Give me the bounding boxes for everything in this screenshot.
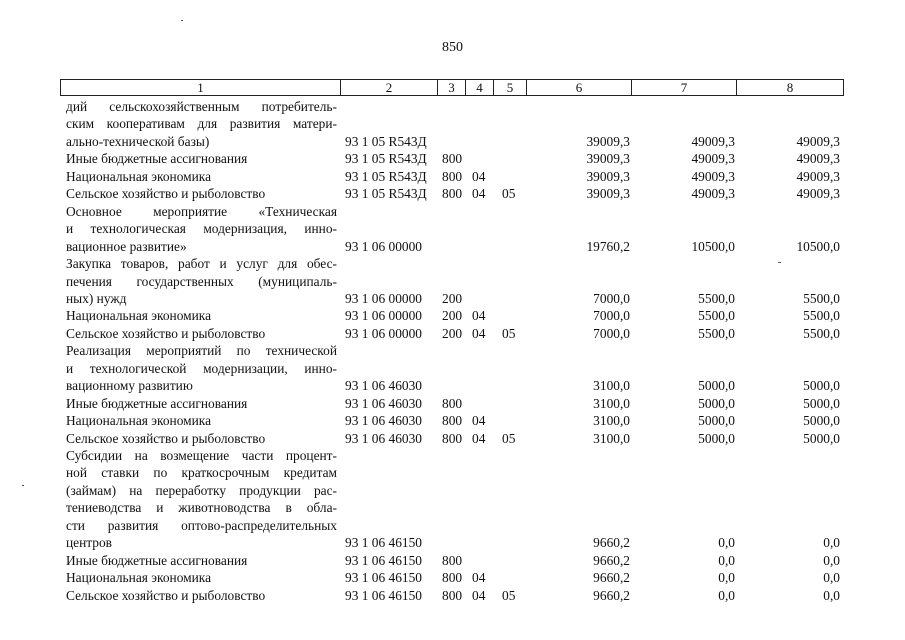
- cell-col-6: 39009,3: [586, 186, 630, 202]
- cell-name: ским кооперативам для развития матери-: [66, 116, 337, 132]
- cell-name: вационное развитие»: [66, 238, 187, 254]
- cell-code: 93 1 06 46030: [345, 378, 422, 394]
- table-row: [0, 168, 905, 185]
- cell-col-8: 5500,0: [803, 290, 840, 306]
- cell-col-6: 39009,3: [586, 168, 630, 184]
- cell-col-6: 9660,2: [593, 552, 630, 568]
- cell-code: 93 1 05 R543Д: [345, 186, 427, 202]
- cell-vr: 800: [442, 151, 463, 167]
- cell-vr: 800: [442, 413, 463, 429]
- cell-name: Иные бюджетные ассигнования: [66, 395, 248, 411]
- table-row: [0, 517, 905, 534]
- cell-vr: 800: [442, 430, 463, 446]
- cell-name: Национальная экономика: [66, 168, 212, 184]
- cell-name: Национальная экономика: [66, 570, 212, 586]
- cell-col-8: 49009,3: [796, 133, 840, 149]
- cell-name: и технологическая модернизация, инно-: [66, 221, 337, 237]
- cell-name: Иные бюджетные ассигнования: [66, 151, 248, 167]
- table-row: [0, 412, 905, 429]
- cell-col-7: 49009,3: [691, 133, 735, 149]
- cell-col-8: 5500,0: [803, 308, 840, 324]
- cell-rz: 04: [472, 308, 486, 324]
- cell-code: 93 1 05 R543Д: [345, 133, 427, 149]
- cell-rz: 04: [472, 587, 486, 603]
- cell-col-6: 9660,2: [593, 535, 630, 551]
- cell-col-6: 39009,3: [586, 133, 630, 149]
- cell-col-7: 0,0: [718, 587, 735, 603]
- table-row: [0, 273, 905, 290]
- cell-col-7: 49009,3: [691, 151, 735, 167]
- table-row: [0, 430, 905, 447]
- table-row: [0, 133, 905, 150]
- cell-col-6: 3100,0: [593, 413, 630, 429]
- cell-col-7: 49009,3: [691, 168, 735, 184]
- cell-vr: 800: [442, 587, 463, 603]
- cell-col-7: 0,0: [718, 535, 735, 551]
- cell-name: Субсидии на возмещение части процент-: [66, 448, 337, 463]
- cell-code: 93 1 06 46030: [345, 413, 422, 429]
- table-row: [0, 255, 905, 272]
- cell-pr: 05: [502, 186, 516, 202]
- table-row: [0, 98, 905, 115]
- header-col-6: 6: [575, 80, 583, 95]
- cell-col-7: 5000,0: [698, 378, 735, 394]
- cell-vr: 800: [442, 186, 463, 202]
- cell-code: 93 1 06 00000: [345, 290, 422, 306]
- scan-speck: [181, 20, 183, 21]
- cell-name: ных) нужд: [66, 290, 127, 306]
- cell-col-8: 5000,0: [803, 413, 840, 429]
- cell-col-6: 39009,3: [586, 151, 630, 167]
- cell-vr: 800: [442, 168, 463, 184]
- table-row: [0, 587, 905, 604]
- cell-col-8: 5000,0: [803, 395, 840, 411]
- cell-col-6: 7000,0: [593, 308, 630, 324]
- header-col-7: 7: [680, 80, 688, 95]
- scan-speck: [22, 485, 24, 486]
- cell-name: Национальная экономика: [66, 308, 212, 324]
- cell-vr: 200: [442, 308, 463, 324]
- header-col-1: 1: [197, 80, 204, 95]
- cell-col-8: 5000,0: [803, 430, 840, 446]
- table-row: [0, 395, 905, 412]
- cell-col-7: 0,0: [718, 552, 735, 568]
- cell-rz: 04: [472, 413, 486, 429]
- scan-speck: [778, 262, 781, 263]
- cell-name: сти развития оптово-распределительных: [66, 517, 337, 533]
- cell-col-7: 5000,0: [698, 413, 735, 429]
- cell-name: (займам) на переработку продукции рас-: [66, 482, 337, 498]
- cell-col-6: 19760,2: [586, 238, 630, 254]
- header-col-5: 5: [506, 80, 514, 95]
- table-row: [0, 569, 905, 586]
- cell-name: ной ставки по краткосрочным кредитам: [66, 465, 337, 481]
- cell-name: Сельское хозяйство и рыболовство: [66, 186, 266, 202]
- table-row: [0, 464, 905, 481]
- cell-vr: 800: [442, 570, 463, 586]
- table-row: [0, 115, 905, 132]
- cell-col-8: 49009,3: [796, 186, 840, 202]
- cell-code: 93 1 06 46150: [345, 535, 422, 551]
- cell-name: Сельское хозяйство и рыболовство: [66, 587, 266, 603]
- cell-col-8: 5000,0: [803, 378, 840, 394]
- table-header: [60, 79, 844, 96]
- cell-code: 93 1 05 R543Д: [345, 151, 427, 167]
- table-row: [0, 360, 905, 377]
- cell-col-7: 49009,3: [691, 186, 735, 202]
- table-row: [0, 342, 905, 359]
- cell-col-8: 5500,0: [803, 325, 840, 341]
- cell-name: дий сельскохозяйственным потребитель-: [66, 99, 337, 114]
- cell-name: и технологической модернизации, инно-: [66, 360, 337, 376]
- cell-col-7: 5500,0: [698, 325, 735, 341]
- cell-name: Сельское хозяйство и рыболовство: [66, 430, 266, 446]
- cell-col-8: 49009,3: [796, 151, 840, 167]
- cell-rz: 04: [472, 168, 486, 184]
- cell-code: 93 1 05 R543Д: [345, 168, 427, 184]
- page-number: 850: [442, 40, 463, 55]
- cell-name: Национальная экономика: [66, 413, 212, 429]
- cell-name: Основное мероприятие «Техническая: [66, 203, 337, 219]
- table-row: [0, 552, 905, 569]
- cell-name: Иные бюджетные ассигнования: [66, 552, 248, 568]
- cell-col-8: 0,0: [823, 587, 840, 603]
- cell-vr: 200: [442, 325, 463, 341]
- table-row: [0, 499, 905, 516]
- cell-col-6: 7000,0: [593, 325, 630, 341]
- cell-code: 93 1 06 46150: [345, 587, 422, 603]
- cell-col-6: 3100,0: [593, 395, 630, 411]
- cell-rz: 04: [472, 325, 486, 341]
- cell-code: 93 1 06 46150: [345, 570, 422, 586]
- table-row: [0, 203, 905, 220]
- cell-code: 93 1 06 00000: [345, 308, 422, 324]
- cell-name: Сельское хозяйство и рыболовство: [66, 325, 266, 341]
- cell-name: тениеводства и животноводства в обла-: [66, 500, 337, 516]
- cell-col-7: 5000,0: [698, 430, 735, 446]
- table-row: [0, 150, 905, 167]
- cell-code: 93 1 06 46030: [345, 395, 422, 411]
- table-row: [0, 325, 905, 342]
- table-row: [0, 185, 905, 202]
- cell-col-8: 0,0: [823, 570, 840, 586]
- cell-code: 93 1 06 46030: [345, 430, 422, 446]
- cell-code: 93 1 06 46150: [345, 552, 422, 568]
- cell-rz: 04: [472, 430, 486, 446]
- cell-col-7: 10500,0: [691, 238, 735, 254]
- header-col-3: 3: [448, 80, 455, 95]
- table-row: [0, 220, 905, 237]
- cell-name: центров: [66, 535, 113, 551]
- cell-name: Реализация мероприятий по технической: [66, 343, 337, 359]
- cell-vr: 800: [442, 552, 463, 568]
- cell-pr: 05: [502, 325, 516, 341]
- cell-col-6: 9660,2: [593, 587, 630, 603]
- header-col-2: 2: [385, 80, 393, 95]
- cell-col-8: 0,0: [823, 552, 840, 568]
- cell-col-6: 3100,0: [593, 430, 630, 446]
- table-row: [0, 447, 905, 464]
- cell-rz: 04: [472, 186, 486, 202]
- cell-name: Закупка товаров, работ и услуг для обес-: [66, 256, 337, 272]
- cell-name: вационному развитию: [66, 378, 193, 394]
- table-row: [0, 238, 905, 255]
- cell-vr: 800: [442, 395, 463, 411]
- table-row: [0, 377, 905, 394]
- cell-code: 93 1 06 00000: [345, 238, 422, 254]
- cell-col-7: 5000,0: [698, 395, 735, 411]
- table-row: [0, 482, 905, 499]
- cell-pr: 05: [502, 430, 516, 446]
- table-row: [0, 290, 905, 307]
- cell-pr: 05: [502, 587, 516, 603]
- cell-col-7: 5500,0: [698, 308, 735, 324]
- table-row: [0, 307, 905, 324]
- cell-col-6: 3100,0: [593, 378, 630, 394]
- cell-code: 93 1 06 00000: [345, 325, 422, 341]
- cell-col-8: 49009,3: [796, 168, 840, 184]
- cell-name: печения государственных (муниципаль-: [66, 273, 337, 289]
- header-col-8: 8: [786, 80, 794, 95]
- cell-col-7: 5500,0: [698, 290, 735, 306]
- header-col-4: 4: [476, 80, 483, 95]
- cell-name: ально-технической базы): [66, 133, 210, 149]
- cell-col-6: 9660,2: [593, 570, 630, 586]
- cell-col-8: 0,0: [823, 535, 840, 551]
- table-row: [0, 534, 905, 551]
- cell-col-6: 7000,0: [593, 290, 630, 306]
- cell-col-8: 10500,0: [796, 238, 840, 254]
- cell-vr: 200: [442, 290, 463, 306]
- cell-rz: 04: [472, 570, 486, 586]
- cell-col-7: 0,0: [718, 570, 735, 586]
